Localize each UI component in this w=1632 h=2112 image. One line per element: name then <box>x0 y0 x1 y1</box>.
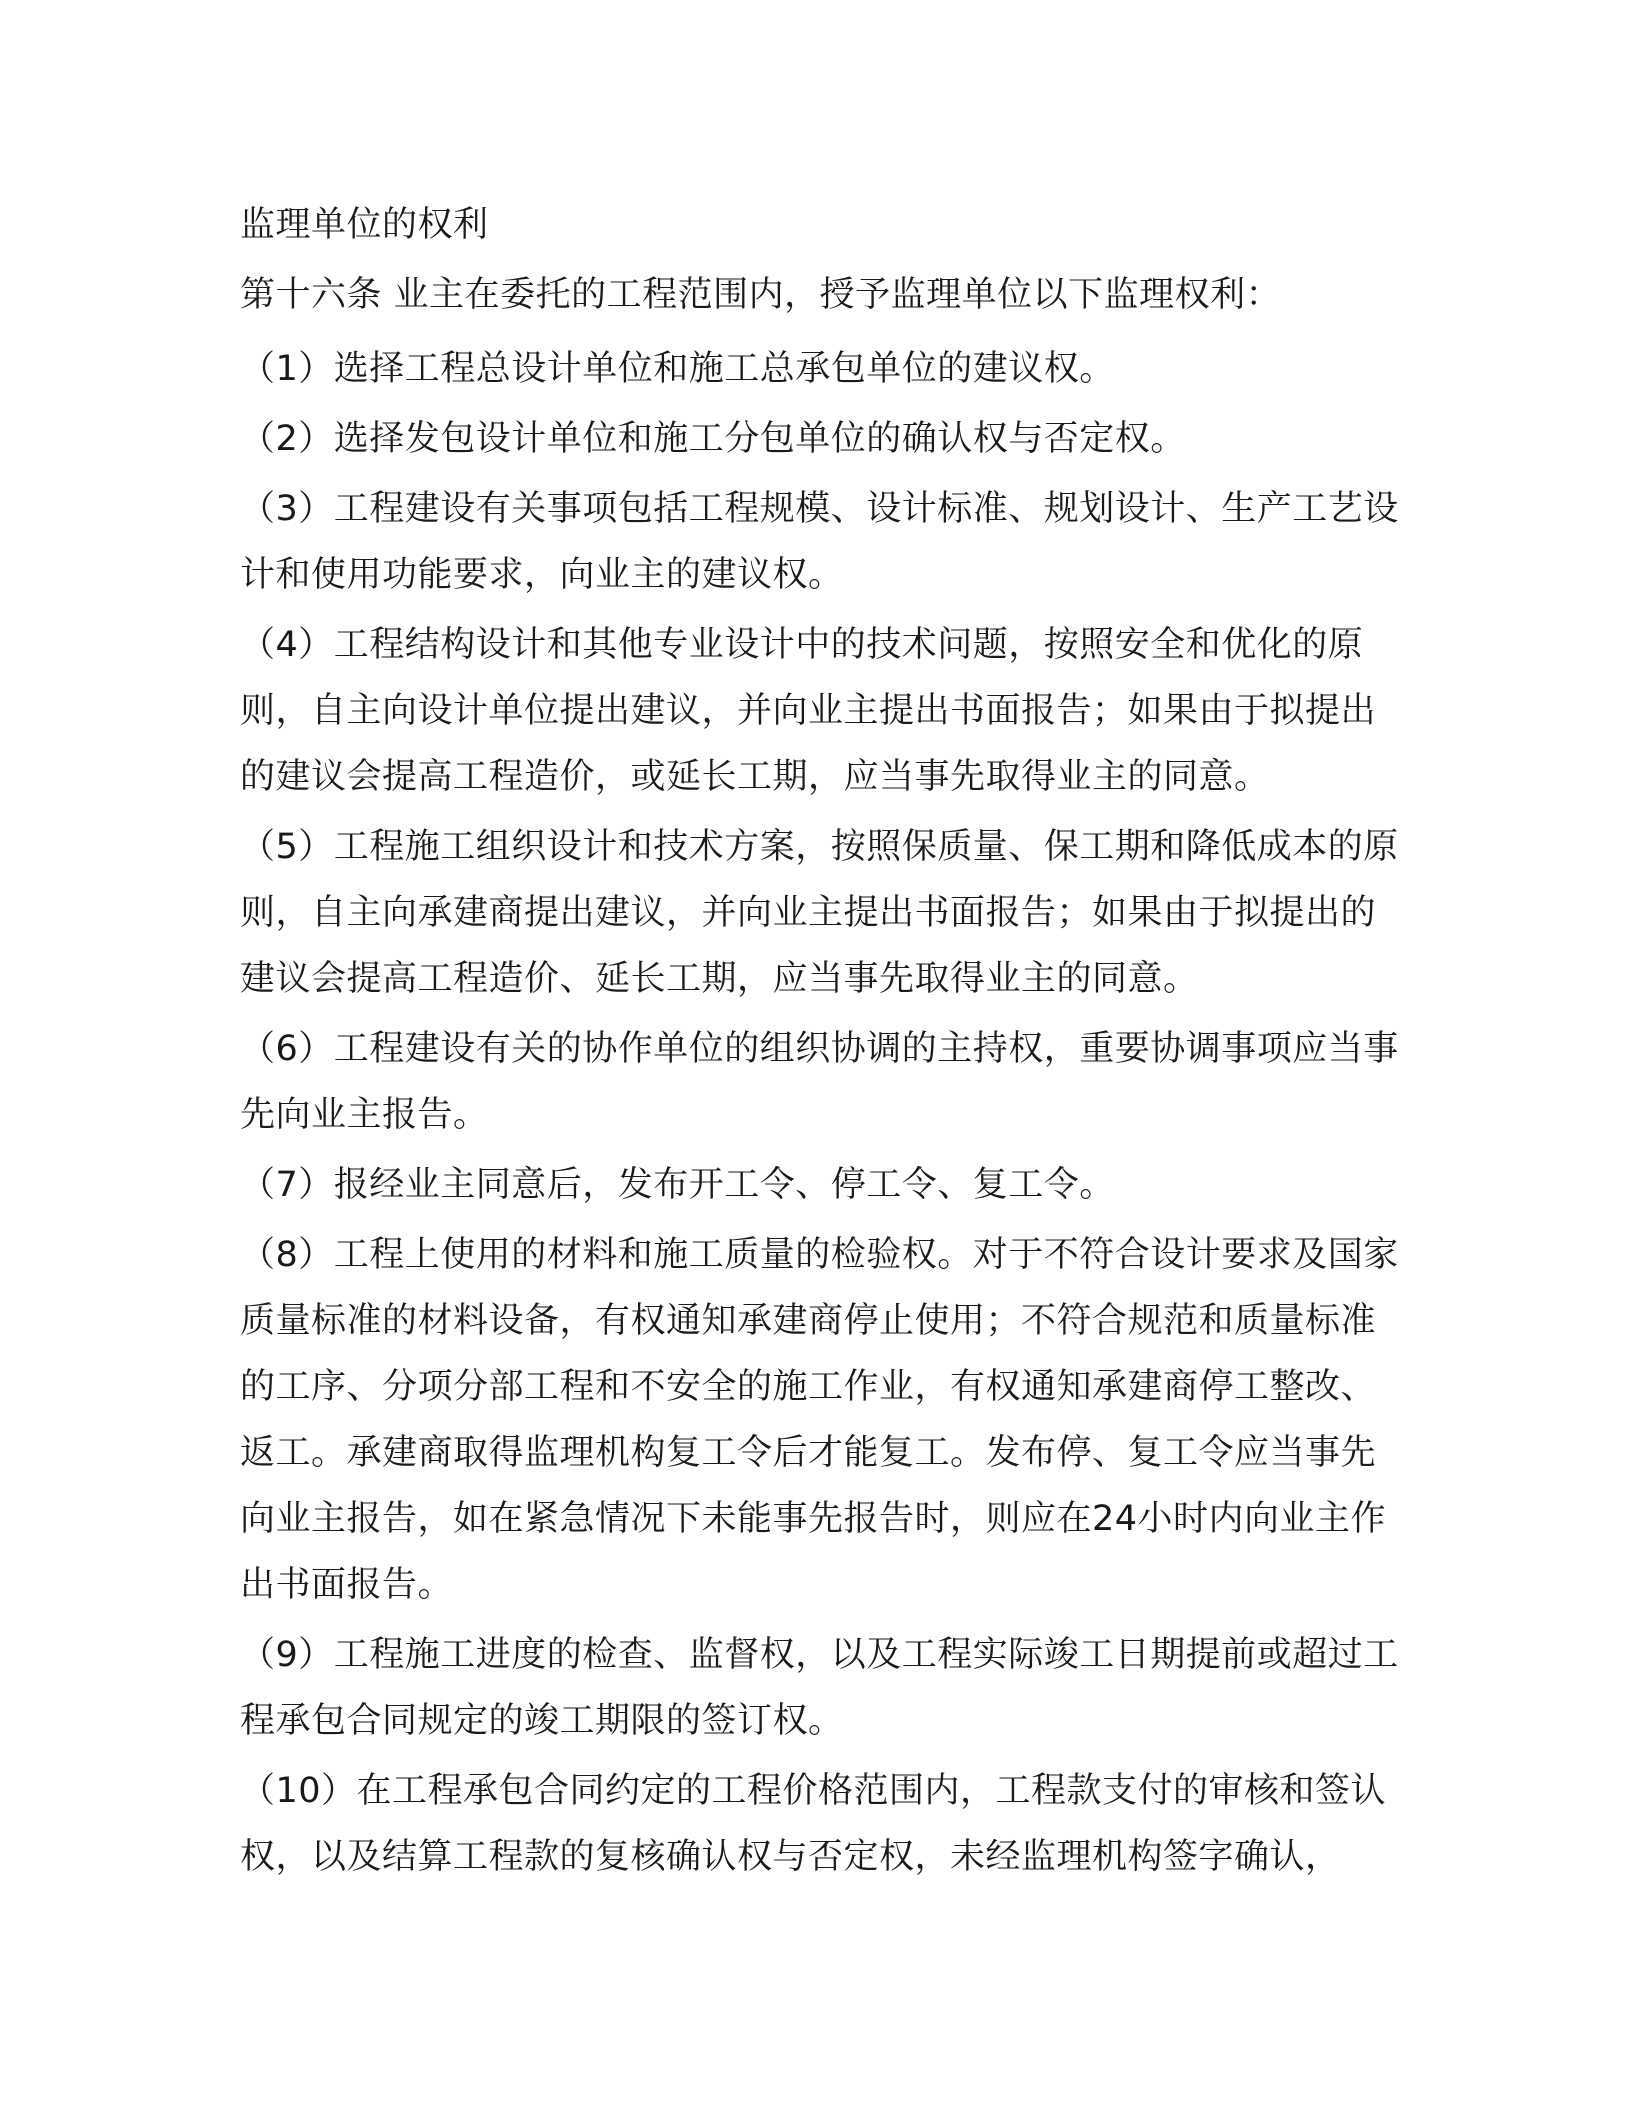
list-item-4: （4）工程结构设计和其他专业设计中的技术问题，按照安全和优化的原则，自主向设计单位提出建议，并向业主提出书面报告；如果由于拟提出的建议会提高工程造价，或延长工期，应当事先取得业主的同意。 <box>240 625 1377 797</box>
list-item-5: （5）工程施工组织设计和技术方案，按照保质量、保工期和降低成本的原则，自主向承建商提出建议，并向业主提出书面报告；如果由于拟提出的建议会提高工程造价、延长工期，应当事先取得业主的同意。 <box>240 827 1399 999</box>
list-item-10: （10）在工程承包合同约定的工程价格范围内，工程款支付的审核和签认权，以及结算工程款的复核确认权与否定权，未经监理机构签字确认， <box>240 1771 1387 1877</box>
list-item-2: （2）选择发包设计单位和施工分包单位的确认权与否定权。 <box>240 419 1186 459</box>
list-item-3: （3）工程建设有关事项包括工程规模、设计标准、规划设计、生产工艺设计和使用功能要求，向业主的建议权。 <box>240 489 1399 595</box>
document-page <box>240 192 1400 1894</box>
article-intro: 第十六条 业主在委托的工程范围内，授予监理单位以下监理权利： <box>240 275 1282 315</box>
list-item-8: （8）工程上使用的材料和施工质量的检验权。对于不符合设计要求及国家质量标准的材料设备，有权通知承建商停止使用；不符合规范和质量标准的工序、分项分部工程和不安全的施工作业，有权通知承建商停工整改、返工。承建商取得监理机构复工令后才能复工。发布停、复工令应当事先向业主报告，如在紧急情况下未能事先报告时，则应在24小时内向业主作出书面报告。 <box>240 1235 1399 1605</box>
section-heading: 监理单位的权利 <box>240 205 489 245</box>
list-item-6: （6）工程建设有关的协作单位的组织协调的主持权，重要协调事项应当事先向业主报告。 <box>240 1029 1399 1135</box>
list-item-9: （9）工程施工进度的检查、监督权，以及工程实际竣工日期提前或超过工程承包合同规定的竣工期限的签订权。 <box>240 1635 1399 1741</box>
list-item-1: （1）选择工程总设计单位和施工总承包单位的建议权。 <box>240 349 1115 389</box>
list-item-7: （7）报经业主同意后，发布开工令、停工令、复工令。 <box>240 1165 1115 1205</box>
